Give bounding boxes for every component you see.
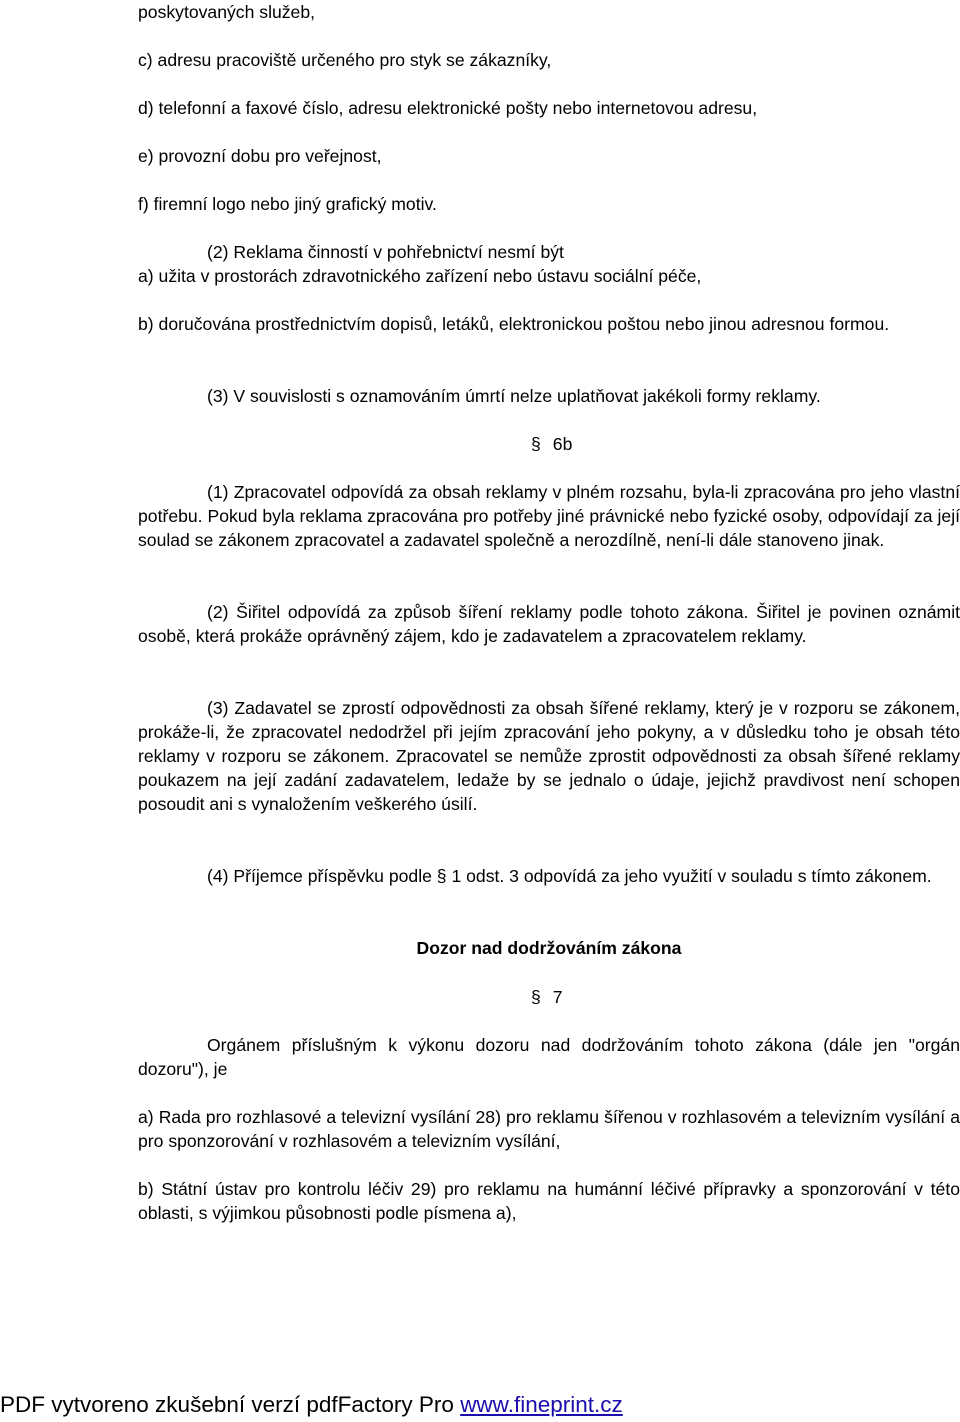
section-number: 7 [552, 987, 563, 1007]
list-item-c: c) adresu pracoviště určeného pro styk se zákazníky, [138, 50, 552, 70]
section-7-item-b [138, 1177, 960, 1225]
paragraph-text: b) Státní ústav pro kontrolu léčiv 29) pro reklamu na humánní léčivé přípravky a sponzorování v této oblasti, s výjimkou působnosti podle písmena a), [138, 1179, 960, 1223]
section-symbol: § [531, 987, 541, 1007]
chapter-heading: Dozor nad dodržováním zákona [416, 938, 682, 958]
paragraph-text: (2) Šiřitel odpovídá za způsob šíření reklamy podle tohoto zákona. Šiřitel je povinen oznámit osobě, která prokáže oprávněný zájem, kdo je zadavatelem a zpracovatelem reklamy. [138, 602, 960, 646]
section-symbol: § [531, 434, 541, 454]
section-6b-heading [531, 432, 572, 456]
pdf-footer [0, 1391, 960, 1419]
paragraph-text: a) Rada pro rozhlasové a televizní vysílání 28) pro reklamu šířenou v rozhlasovém a televizním vysílání a pro sponzorování v rozhlasovém a televizním vysílání, [138, 1107, 960, 1151]
list-item-b-text: b) doručována prostřednictvím dopisů, letáků, elektronickou poštou nebo jinou adresnou formou. [138, 314, 890, 334]
list-item-d: d) telefonní a faxové číslo, adresu elektronické pošty nebo internetovou adresu, [138, 98, 758, 118]
text-line: poskytovaných služeb, [138, 2, 316, 22]
paragraph-3: (3) V souvislosti s oznamováním úmrtí nelze uplatňovat jakékoli formy reklamy. [207, 386, 821, 406]
section-6b-paragraph-2 [138, 600, 960, 648]
section-6b-paragraph-1 [138, 480, 960, 552]
list-item-e: e) provozní dobu pro veřejnost, [138, 146, 382, 166]
section-6b-paragraph-3 [138, 696, 960, 816]
section-7-item-a [138, 1105, 960, 1153]
list-item-a: a) užita v prostorách zdravotnického zařízení nebo ústavu sociální péče, [138, 266, 702, 286]
paragraph-2-intro: (2) Reklama činností v pohřebnictví nesmí být [207, 242, 564, 262]
section-number: 6b [552, 434, 573, 454]
footer-link[interactable]: www.fineprint.cz [460, 1392, 623, 1417]
list-item-b [138, 312, 960, 336]
paragraph-text: Orgánem příslušným k výkonu dozoru nad dodržováním tohoto zákona (dále jen "orgán dozoru"), je [138, 1035, 960, 1079]
paragraph-text: (3) Zadavatel se zprostí odpovědnosti za obsah šířené reklamy, který je v rozporu se zákonem, prokáže-li, že zpracovatel nedodržel při jejím zpracování jeho pokyny, a v důsledku toho je obsah této reklamy v rozporu se zákonem. Zpracovatel se nemůže zprostit odpovědnosti za obsah šířené reklamy poukazem na její zadání zadavatelem, ledaže by se jednalo o údaje, jejichž pravdivost není schopen posoudit ani s vynaložením veškerého úsilí. [138, 698, 960, 814]
section-6b-paragraph-4 [138, 864, 960, 888]
list-item-f: f) firemní logo nebo jiný grafický motiv. [138, 194, 437, 214]
section-7-intro [138, 1033, 960, 1081]
footer-text: PDF vytvoreno zkušební verzí pdfFactory Pro [0, 1392, 461, 1417]
paragraph-text: (1) Zpracovatel odpovídá za obsah reklamy v plném rozsahu, byla-li zpracována pro jeho vlastní potřebu. Pokud byla reklama zpracována pro potřeby jiné právnické nebo fyzické osoby, odpovídají za její soulad se zákonem zpracovatel a zadavatel společně a nerozdílně, není-li dále stanoveno jinak. [138, 482, 960, 550]
paragraph-text: (4) Příjemce příspěvku podle § 1 odst. 3 odpovídá za jeho využití v souladu s tímto zákonem. [207, 866, 932, 886]
section-7-heading [531, 985, 563, 1009]
